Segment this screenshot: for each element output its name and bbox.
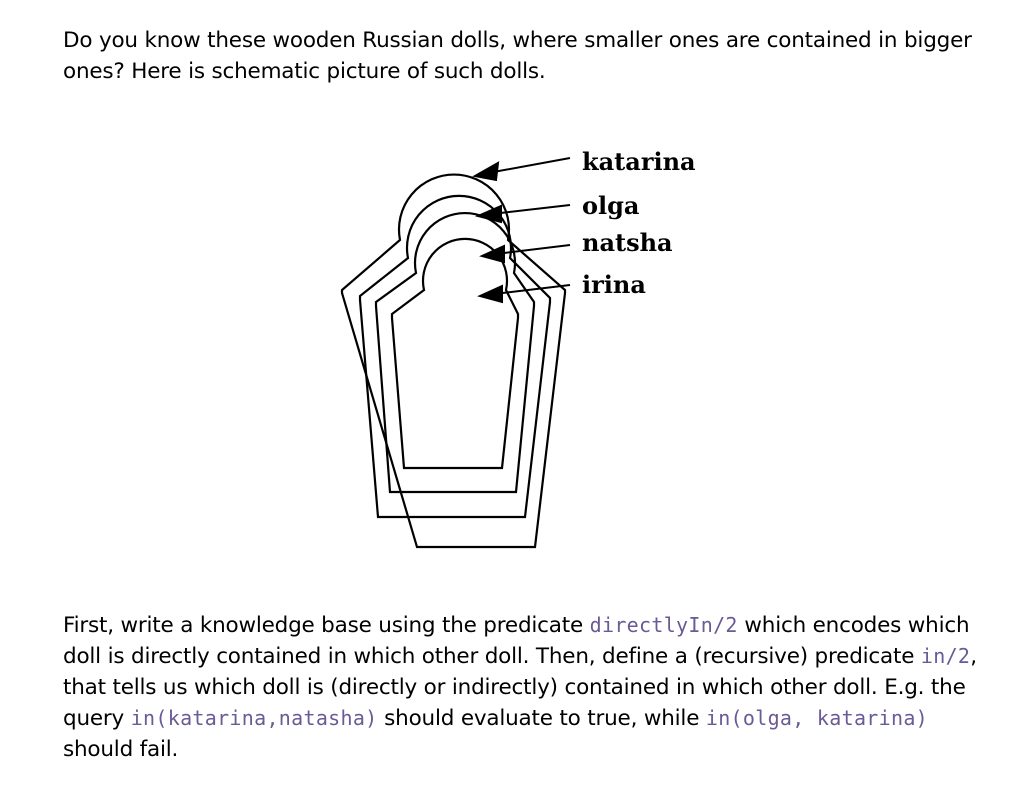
task-text-3: , that tells us which doll is (directly or indirectly) contained in which other doll. E.g. the query [63,644,977,731]
label-katarina: katarina [582,147,696,176]
russian-dolls-diagram [320,130,740,570]
label-natsha: natsha [582,228,673,257]
arrow-katarina [488,158,570,173]
label-irina: irina [582,270,646,299]
arrow-natsha [496,245,570,254]
task-text-5: should fail. [63,737,179,762]
code-in: in/2 [920,644,971,668]
label-olga: olga [582,191,640,220]
code-directlyin: directlyIn/2 [589,613,738,637]
doll-irina-outline [392,239,518,468]
intro-paragraph: Do you know these wooden Russian dolls, where smaller ones are contained in bigger ones? Here is schematic picture of such dolls. [63,28,972,84]
code-query-olga-katarina: in(olga, katarina) [705,706,928,730]
task-text-1: First, write a knowledge base using the predicate [63,613,590,638]
task-text-4: should evaluate to true, while [377,706,706,731]
task-paragraph [63,610,1003,765]
code-query-katarina-natasha: in(katarina,natasha) [130,706,378,730]
task-text-2: which encodes which doll is directly contained in which other doll. Then, define a (recursive) predicate [63,613,970,669]
